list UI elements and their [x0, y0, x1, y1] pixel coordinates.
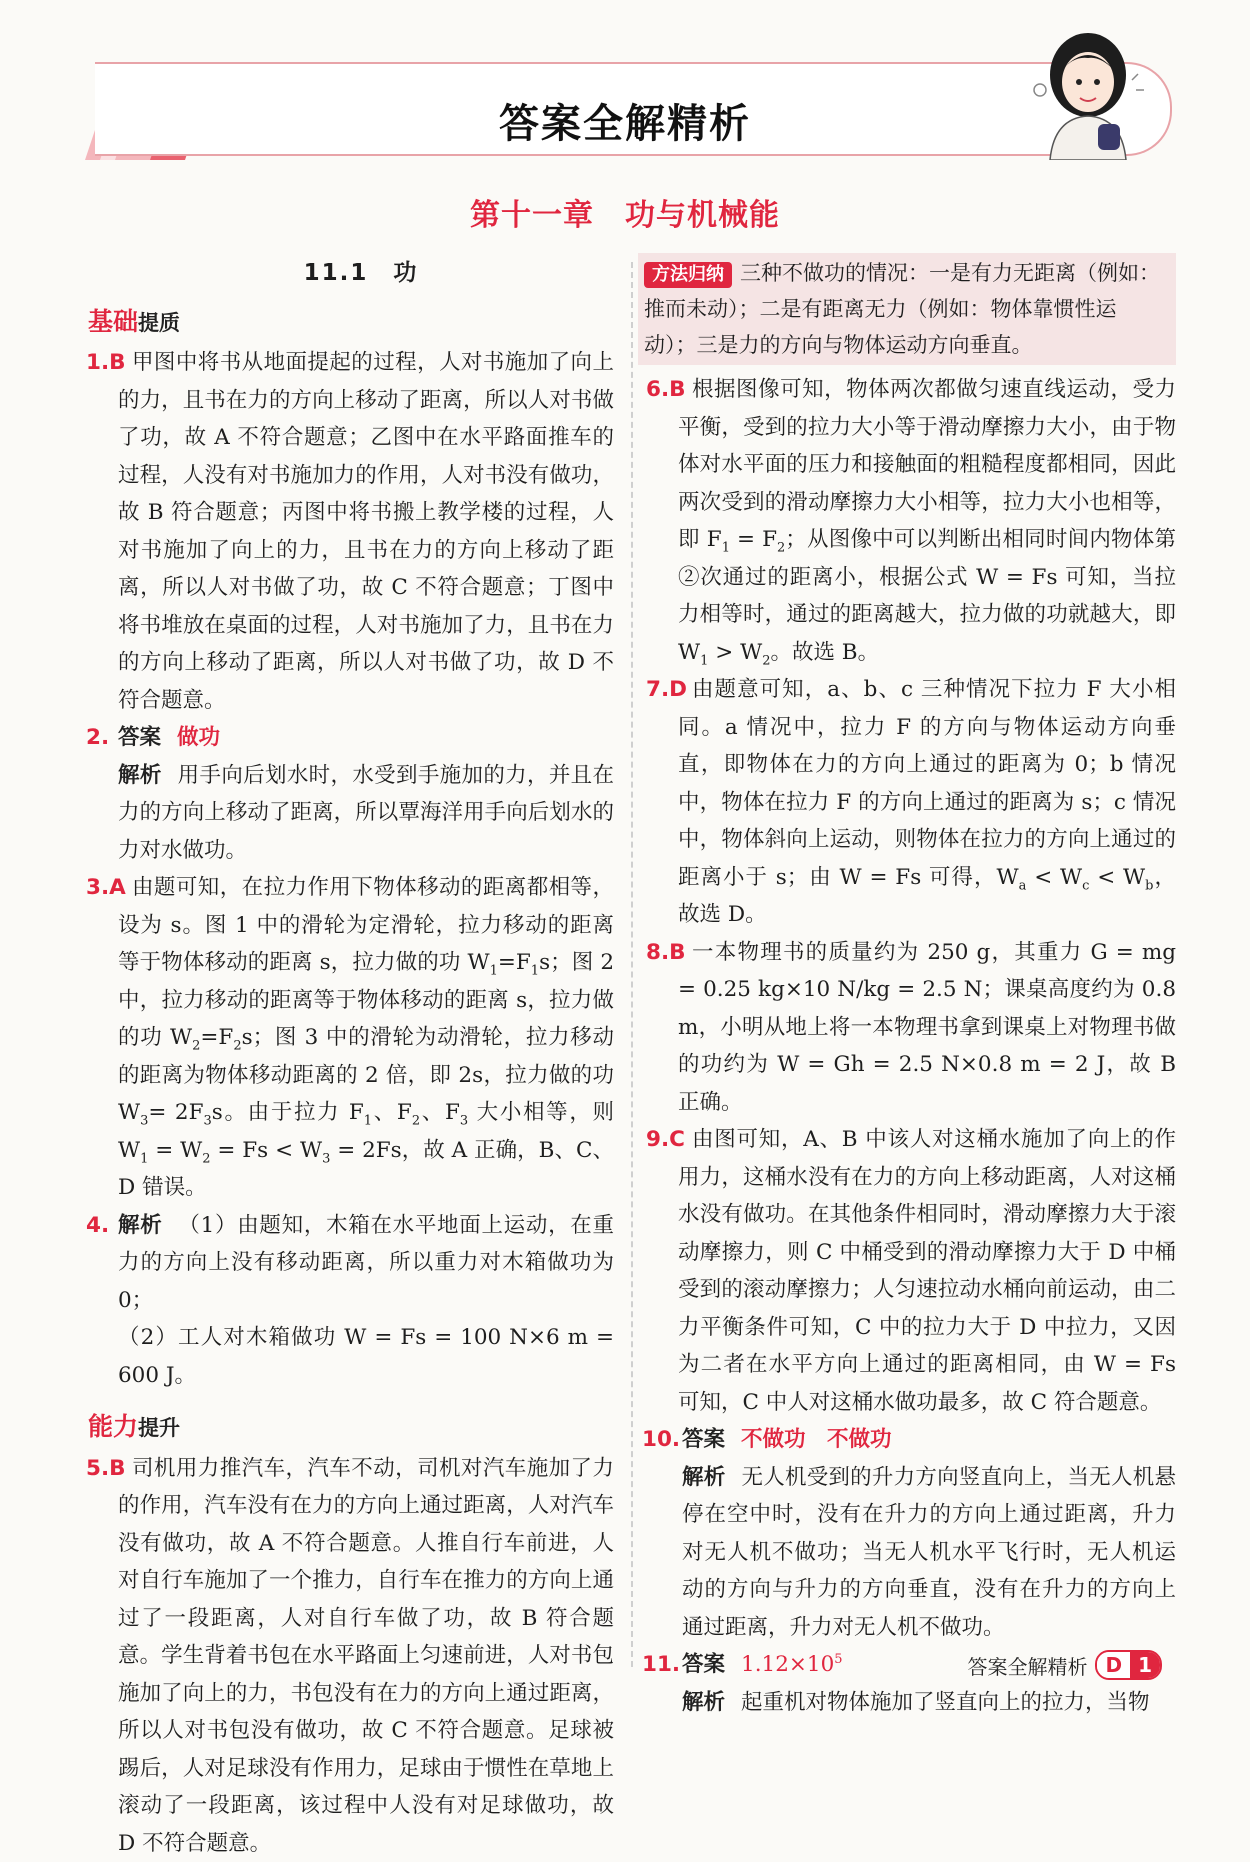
level-advance-small: 提升: [138, 1416, 180, 1440]
subscript: 2: [233, 1038, 241, 1053]
answer-value: 做功: [177, 725, 220, 750]
item-text: = F: [730, 527, 777, 552]
page-number-badge: [1095, 1650, 1162, 1680]
level-heading-basic: [88, 303, 614, 343]
item-text: < W: [1026, 865, 1082, 890]
item-number: 11.: [642, 1646, 680, 1684]
item-text: s；图 3 中的滑轮为动滑轮，拉力移动的距离为物体移动距离的 2 倍，即 2s，拉力做的功 W: [118, 1025, 614, 1125]
item-number: 7.D: [646, 671, 687, 709]
mascot-girl-illustration: [1020, 20, 1155, 160]
answer-item-2: [88, 719, 614, 869]
answer-value: 1.12×10: [741, 1652, 834, 1677]
answer-label: 答案: [682, 1652, 725, 1677]
column-divider: [631, 262, 633, 1667]
answer-label: 答案: [118, 725, 161, 750]
page-footer: [967, 1650, 1162, 1680]
item-text: 由题意可知，a、b、c 三种情况下拉力 F 大小相同。a 情况中，拉力 F 的方向与物体运动方向垂直，即物体在力的方向上通过的距离为 0；b 情况中，物体在拉力 F 的方向上通过的距离为 s；c 情况中，物体斜向上运动，则物体在拉力的方向上通过的距离小于 s；由 W = Fs 可得，W: [678, 677, 1176, 890]
answer-item-4: [88, 1207, 614, 1395]
level-basic-big: 基础: [88, 307, 138, 336]
subscript: 3: [140, 1113, 148, 1128]
subscript: 1: [490, 963, 498, 978]
item-number: 9.C: [646, 1121, 685, 1159]
answer-exponent: 5: [834, 1652, 842, 1667]
answer-item-3: [88, 869, 614, 1207]
subscript: 1: [364, 1113, 372, 1128]
answer-item-9: [648, 1121, 1176, 1421]
answer-label: 答案: [682, 1427, 725, 1452]
item-number: 2.: [86, 719, 109, 757]
level-advance-big: 能力: [88, 1412, 138, 1441]
item-text: = 2Fs，故 A 正确，B、C、D 错误。: [118, 1138, 614, 1201]
subscript: 2: [762, 653, 770, 668]
item-number: 10.: [642, 1421, 680, 1459]
answer-item-1: [88, 344, 614, 719]
subscript: 2: [192, 1038, 200, 1053]
item-text: s。由于拉力 F: [212, 1100, 364, 1125]
section-title: 11.1 功: [88, 255, 614, 293]
analysis-text-2: （2）工人对木箱做功 W = Fs = 100 N×6 m = 600 J。: [118, 1319, 614, 1394]
item-text: 大小相等，则 W: [118, 1100, 614, 1163]
chapter-title: 第十一章 功与机械能: [0, 190, 1250, 234]
subscript: 3: [204, 1113, 212, 1128]
banner-title: 答案全解精析: [0, 92, 1250, 149]
item-text: 司机用力推汽车，汽车不动，司机对汽车施加了力的作用，汽车没有在力的方向上通过距离，人对汽车没有做功，故 A 不符合题意。人推自行车前进，人对自行车施加了一个推力，自行车在推力的方向上通过了一段距离，人对自行车做了功，故 B 符合题意。学生背着书包在水平路面上匀速前进，人对书包施加了向上的力，书包没有在力的方向上通过距离，所以人对书包没有做功，故 C 不符合题意。足球被踢后，人对足球没有作用力，足球由于惯性在草地上滚动了一段距离，该过程中人没有对足球做功，故 D 不符合题意。: [118, 1456, 614, 1856]
analysis-label: 解析: [118, 1213, 162, 1238]
subscript: 1: [722, 540, 730, 555]
item-text: 、F: [372, 1100, 412, 1125]
footer-text: 答案全解精析: [967, 1651, 1087, 1680]
analysis-text: 起重机对物体施加了竖直向上的拉力，当物: [741, 1690, 1150, 1715]
item-text: =F: [498, 950, 531, 975]
item-number: 5.B: [86, 1450, 126, 1488]
analysis-label: 解析: [682, 1690, 725, 1715]
item-text: s；图 2 中，拉力移动的距离等于物体移动的距离 s，拉力做的功 W: [118, 950, 614, 1050]
subscript: 3: [460, 1113, 468, 1128]
item-text: 、F: [420, 1100, 460, 1125]
item-text: 由题可知，在拉力作用下物体移动的距离都相等，设为 s。图 1 中的滑轮为定滑轮，拉力移动的距离等于物体移动的距离 s，拉力做的功 W: [118, 875, 614, 975]
item-text: 一本物理书的质量约为 250 g，其重力 G = mg = 0.25 kg×10 N/kg = 2.5 N；课桌高度约为 0.8 m，小明从地上将一本物理书拿到课桌上对物理书做的功约为 W = Gh = 2.5 N×0.8 m = 2 J，故 B 正确。: [678, 940, 1176, 1115]
item-text: < W: [1089, 865, 1145, 890]
answer-item-10: [648, 1421, 1176, 1646]
item-text: =F: [200, 1025, 233, 1050]
analysis-label: 解析: [118, 763, 162, 788]
level-heading-advance: [88, 1408, 614, 1448]
left-column: [88, 255, 614, 1862]
subscript: 3: [322, 1151, 330, 1166]
answer-item-6: [648, 371, 1176, 671]
subscript: 1: [700, 653, 708, 668]
item-number: 6.B: [646, 371, 686, 409]
item-text: 甲图中将书从地面提起的过程，人对书施加了向上的力，且书在力的方向上移动了距离，所以人对书做了功，故 A 不符合题意；乙图中在水平路面推车的过程，人没有对书施加力的作用，人对书没有做功，故 B 符合题意；丙图中将书搬上教学楼的过程，人对书施加了向上的力，且书在力的方向上移动了距离，所以人对书做了功，故 C 不符合题意；丁图中将书堆放在桌面的过程，人对书施加了力，且书在力的方向上移动了距离，所以人对书做了功，故 D 不符合题意。: [118, 350, 614, 713]
subscript: 2: [202, 1151, 210, 1166]
answer-item-7: [648, 671, 1176, 934]
item-text: ；从图像中可以判断出相同时间内物体第②次通过的距离小，根据公式 W = Fs 可知，当拉力相等时，通过的距离越大，拉力做的功就越大，即 W: [678, 527, 1176, 665]
item-text: = Fs < W: [211, 1138, 323, 1163]
answer-value: 不做功 不做功: [741, 1427, 892, 1452]
method-text: 三种不做功的情况：一是有力无距离（例如：推而未动）；二是有距离无力（例如：物体靠惯性运动）；三是力的方向与物体运动方向垂直。: [644, 261, 1160, 357]
item-text: ，故选 D。: [678, 865, 1176, 928]
right-column: [648, 255, 1176, 1721]
subscript: 2: [777, 540, 785, 555]
item-text: = W: [148, 1138, 202, 1163]
item-number: 8.B: [646, 934, 686, 972]
item-number: 3.A: [86, 869, 126, 907]
subscript: c: [1082, 878, 1089, 893]
subscript: 2: [412, 1113, 420, 1128]
analysis-text: （1）由题知，木箱在水平地面上运动，在重力的方向上没有移动距离，所以重力对木箱做功为 0；: [118, 1213, 614, 1313]
item-text: 根据图像可知，物体两次都做匀速直线运动，受力平衡，受到的拉力大小等于滑动摩擦力大小，由于物体对水平面的压力和接触面的粗糙程度都相同，因此两次受到的滑动摩擦力大小相等，拉力大小也相等，即 F: [678, 377, 1176, 552]
item-number: 1.B: [86, 344, 126, 382]
answer-item-5: [88, 1450, 614, 1862]
item-number: 4.: [86, 1207, 109, 1245]
analysis-text: 无人机受到的升力方向竖直向上，当无人机悬停在空中时，没有在升力的方向上通过距离，升力对无人机不做功；当无人机水平飞行时，无人机运动的方向与升力的方向垂直，没有在升力的方向上通过距离，升力对无人机不做功。: [682, 1465, 1176, 1640]
page-number: 1: [1130, 1652, 1160, 1678]
item-text: 由图可知，A、B 中该人对这桶水施加了向上的作用力，这桶水没有在力的方向上移动距离，人对这桶水没有做功。在其他条件相同时，滑动摩擦力大于滚动摩擦力，则 C 中桶受到的滑动摩擦力大于 D 中桶受到的滚动摩擦力；人匀速拉动水桶向前运动，由二力平衡条件可知，C 中的拉力大于 D 中拉力，又因为二者在水平方向上通过的距离相同，由 W = Fs 可知，C 中人对这桶水做功最多，故 C 符合题意。: [678, 1127, 1176, 1415]
subscript: b: [1145, 878, 1153, 893]
subscript: 1: [140, 1151, 148, 1166]
level-basic-small: 提质: [138, 311, 180, 335]
analysis-label: 解析: [682, 1465, 725, 1490]
method-summary-box: [638, 253, 1176, 365]
item-text: > W: [708, 640, 762, 665]
item-text: = 2F: [148, 1100, 203, 1125]
subscript: a: [1019, 878, 1027, 893]
analysis-text: 用手向后划水时，水受到手施加的力，并且在力的方向上移动了距离，所以覃海洋用手向后划水的力对水做功。: [118, 763, 614, 863]
item-text: 。故选 B。: [770, 640, 879, 665]
method-badge: 方法归纳: [644, 262, 732, 288]
subscript: 1: [531, 963, 539, 978]
answer-item-8: [648, 934, 1176, 1122]
page-letter: D: [1097, 1652, 1130, 1678]
